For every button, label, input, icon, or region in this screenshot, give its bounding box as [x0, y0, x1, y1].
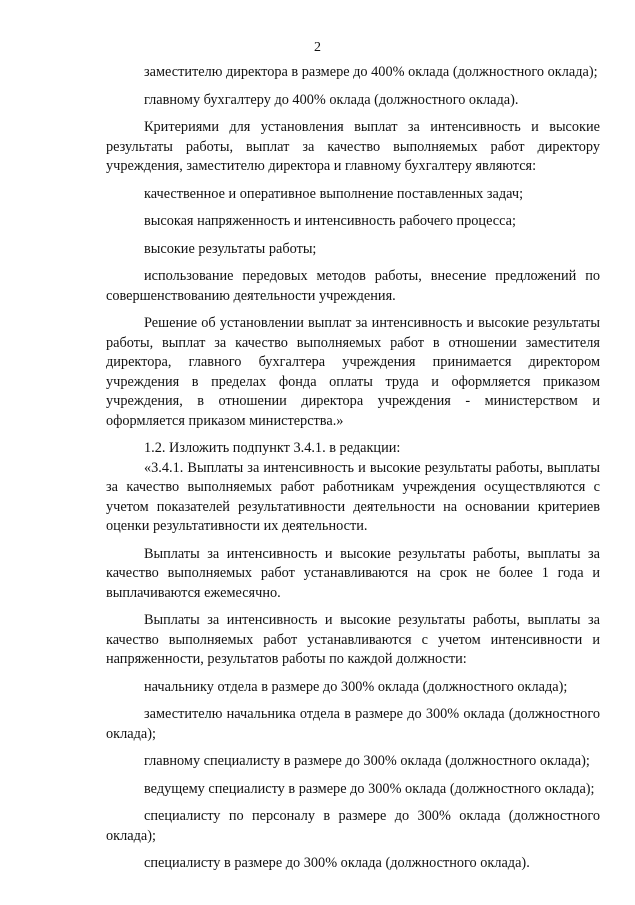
paragraph: высокая напряженность и интенсивность рабочего процесса; [144, 213, 516, 229]
paragraph: специалисту по персоналу в размере до 300% оклада (должностного оклада); [106, 808, 600, 844]
paragraph: специалисту в размере до 300% оклада (должностного оклада). [144, 855, 530, 871]
paragraph: начальнику отдела в размере до 300% оклада (должностного оклада); [144, 678, 568, 695]
paragraph: ведущему специалисту в размере до 300% оклада (должностного оклада); [144, 780, 595, 797]
page-number: 2 [314, 40, 321, 55]
paragraph: главному специалисту в размере до 300% оклада (должностного оклада); [144, 753, 590, 769]
paragraph: использование передовых методов работы, внесение предложений по совершенствованию деятельности учреждения. [106, 268, 600, 304]
document-body [106, 63, 600, 874]
paragraph: главному бухгалтеру до 400% оклада (должностного оклада). [144, 91, 519, 108]
paragraph: заместителю начальника отдела в размере до 300% оклада (должностного оклада); [106, 706, 600, 742]
paragraph: Выплаты за интенсивность и высокие результаты работы, выплаты за качество выполняемых работ устанавливаются на срок не более 1 года и выплачиваются ежемесячно. [106, 545, 600, 601]
paragraph: Выплаты за интенсивность и высокие результаты работы, выплаты за качество выполняемых работ устанавливаются с учетом интенсивности и напряженности, результатов работы по каждой должности: [106, 612, 600, 667]
paragraph: высокие результаты работы; [144, 240, 317, 257]
paragraph: 1.2. Изложить подпункт 3.4.1. в редакции: [144, 440, 401, 456]
paragraph: «3.4.1. Выплаты за интенсивность и высокие результаты работы, выплаты за качество выполняемых работ работникам учреждения осуществляются с учетом показателей результативности деятельности на основании критериев оценки результативности их деятельности. [106, 459, 600, 534]
paragraph: Решение об установлении выплат за интенсивность и высокие результаты работы, выплат за качество выполняемых работ в отношении заместителя директора, главного бухгалтера учреждения принимается директором учреждения в пределах фонда оплаты труда и оформляется приказом учреждения, в отношении директора учреждения - министерством и оформляется приказом министерства.» [106, 315, 600, 429]
paragraph: Критериями для установления выплат за интенсивность и высокие результаты работы, выплат за качество выполняемых работ директору учреждения, заместителю директора и главному бухгалтеру являются: [106, 119, 600, 174]
paragraph: качественное и оперативное выполнение поставленных задач; [144, 185, 524, 202]
paragraph: заместителю директора в размере до 400% оклада (должностного оклада); [144, 64, 598, 80]
